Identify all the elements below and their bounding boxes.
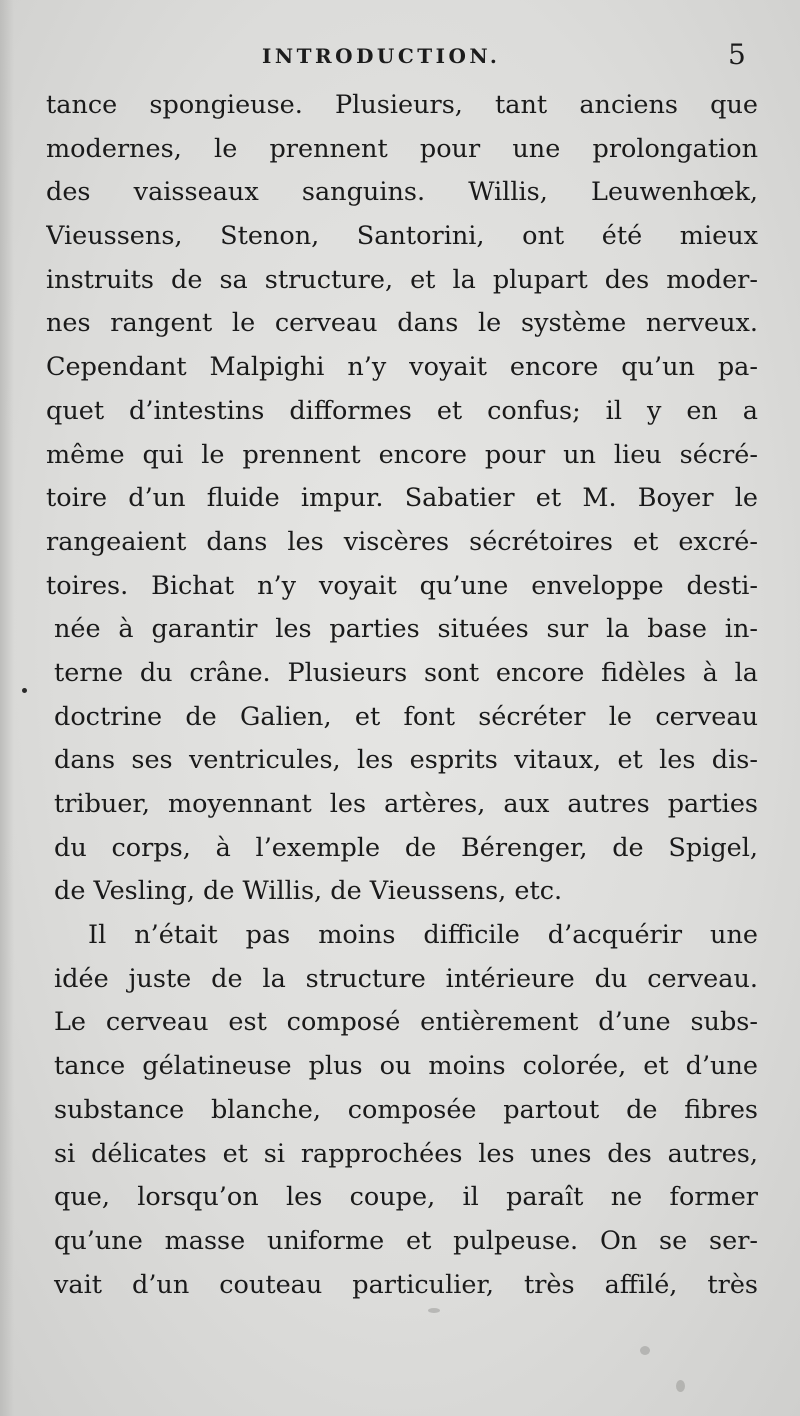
paper-smudge	[640, 1346, 650, 1355]
text-line: modernes, le prennent pour une prolongation	[46, 133, 758, 164]
text-line: du corps, à l’exemple de Bérenger, de Spigel,	[54, 832, 758, 863]
text-line: quet d’intestins difformes et confus; il y en a	[46, 395, 758, 426]
text-line: nes rangent le cerveau dans le système nerveux.	[46, 308, 758, 339]
paper-smudge	[428, 1308, 440, 1313]
text-line: substance blanche, composée partout de fibres	[54, 1094, 758, 1125]
text-line: qu’une masse uniforme et pulpeuse. On se ser-	[54, 1225, 758, 1256]
text-line: instruits de sa structure, et la plupart des moder-	[46, 264, 758, 295]
text-line: tance spongieuse. Plusieurs, tant anciens que	[46, 90, 758, 120]
body-text	[46, 84, 758, 1307]
text-line: même qui le prennent encore pour un lieu sécré-	[46, 439, 758, 470]
text-line: que, lorsqu’on les coupe, il paraît ne former	[54, 1182, 758, 1213]
text-line: toire d’un fluide impur. Sabatier et M. Boyer le	[46, 483, 758, 514]
text-line: vait d’un couteau particulier, très affilé, très	[54, 1269, 758, 1300]
text-line: tance gélatineuse plus ou moins colorée, et d’une	[54, 1051, 758, 1082]
text-line: terne du crâne. Plusieurs sont encore fidèles à la	[54, 657, 758, 688]
text-line: de Vesling, de Willis, de Vieussens, etc.	[54, 876, 563, 907]
text-line: doctrine de Galien, et font sécréter le cerveau	[54, 701, 758, 732]
paper-smudge	[676, 1380, 685, 1392]
ink-speck	[22, 688, 27, 693]
text-line: des vaisseaux sanguins. Willis, Leuwenhœk,	[46, 177, 758, 208]
text-line: tribuer, moyennant les artères, aux autres parties	[54, 789, 758, 819]
running-head-title: INTRODUCTION.	[262, 44, 501, 68]
text-line: Cependant Malpighi n’y voyait encore qu’un pa-	[46, 352, 758, 383]
paragraph-first-line: Il n’était pas moins difficile d’acquérir une	[88, 920, 758, 951]
text-line: Vieussens, Stenon, Santorini, ont été mieux	[46, 221, 758, 252]
text-line: Le cerveau est composé entièrement d’une subs-	[54, 1007, 758, 1038]
running-head	[0, 38, 800, 71]
page-number: 5	[728, 38, 746, 71]
text-line: dans ses ventricules, les esprits vitaux, et les dis-	[54, 745, 758, 776]
text-line: née à garantir les parties situées sur la base in-	[54, 614, 758, 645]
text-line: idée juste de la structure intérieure du cerveau.	[54, 963, 758, 994]
text-line: rangeaient dans les viscères sécrétoires et excré-	[46, 526, 758, 557]
text-line: toires. Bichat n’y voyait qu’une enveloppe desti-	[46, 570, 758, 601]
text-line: si délicates et si rapprochées les unes des autres,	[54, 1138, 758, 1169]
